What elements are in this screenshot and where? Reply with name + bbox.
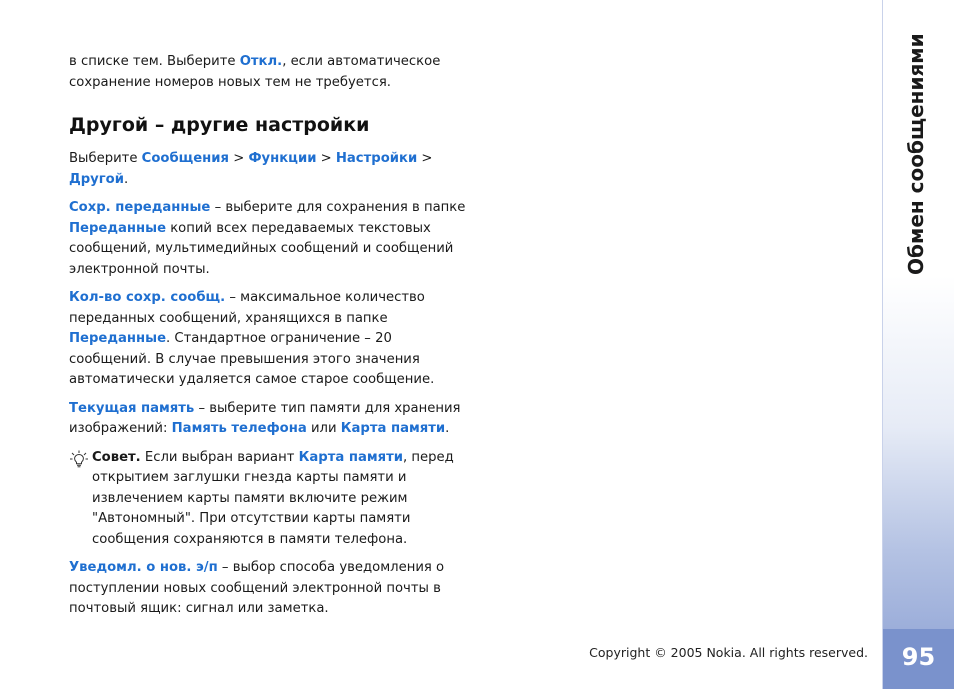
copyright-footer: Copyright © 2005 Nokia. All rights reserved. [589, 645, 868, 660]
setting-memory: Текущая память – выберите тип памяти для хранения изображений: Память телефона или Карта памяти. [69, 400, 461, 436]
tip-block: Совет. Если выбран вариант Карта памяти, перед открытием заглушки гнезда карты памяти и извлечением карты памяти включите режим "Автономный". При отсутствии карты памяти сообщения сохраняются в памяти телефона. [69, 448, 469, 551]
main-content [69, 52, 469, 628]
folder-sent: Переданные [69, 331, 167, 346]
page-number: 95 [901, 643, 936, 671]
option-memory-card: Карта памяти [298, 449, 404, 465]
setting-save-sent: Сохр. переданные – выберите для сохранения в папке Переданные копий всех передаваемых текстовых сообщений, мультимедийных сообщений и сообщений электронной почты. [69, 200, 466, 277]
path-messages: Сообщения [141, 151, 229, 166]
setting-term: Текущая память [69, 400, 195, 416]
tip-label: Совет. [92, 449, 141, 465]
path-settings: Настройки [335, 151, 418, 166]
page-number-box [883, 629, 954, 689]
lightbulb-icon [69, 450, 89, 468]
setting-term: Уведомл. о нов. э/п [69, 560, 218, 575]
option-off: Откл. [239, 54, 283, 69]
path-functions: Функции [248, 151, 317, 166]
intro-text-end: , если автоматическое сохранение номеров новых тем не требуется. [69, 54, 441, 90]
path-other: Другой [69, 171, 124, 187]
setting-term: Сохр. переданные [69, 200, 211, 215]
setting-saved-count: Кол-во сохр. сообщ. – максимальное количество переданных сообщений, хранящихся в папке Переданные. Стандартное ограничение – 20 сообщений. В случае превышения этого значения автоматически удаляется самое старое сообщение. [69, 290, 435, 387]
sidebar-divider [882, 0, 883, 689]
option-memory-card: Карта памяти [340, 421, 446, 436]
chapter-title: Обмен сообщениями [904, 33, 928, 275]
setting-term: Кол-во сохр. сообщ. [69, 290, 226, 305]
option-phone-memory: Память телефона [171, 421, 307, 436]
setting-email-notify: Уведомл. о нов. э/п – выбор способа уведомления о поступлении новых сообщений электронной почты в почтовый ящик: сигнал или заметка. [69, 560, 445, 616]
folder-sent: Переданные [69, 220, 167, 236]
chapter-sidebar [882, 0, 954, 689]
intro-text: в списке тем. Выберите [69, 54, 240, 69]
section-heading: Другой – другие настройки [69, 114, 370, 136]
menu-path: Выберите Сообщения > Функции > Настройки > Другой. [69, 151, 433, 187]
intro-paragraph [69, 52, 469, 93]
